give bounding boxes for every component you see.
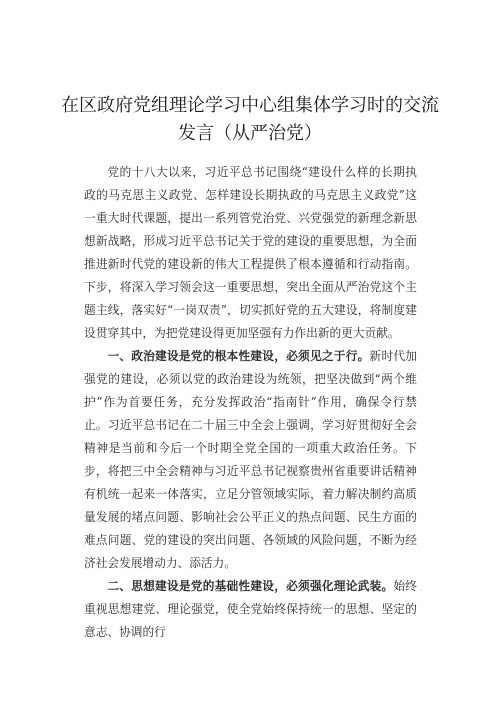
paragraph-text: 党的十八大以来，习近平总书记围绕“建设什么样的长期执政的马克思主义政党、怎样建设长期执政的马克思主义政党”这一重大时代课题，提出一系列管党治党、兴党强党的新理念新思想新战略，形成习近平总书记关于党的建设的重要思想，为全面推进新时代党的建设新的伟大工程提供了根本遵循和行动指南。下步，将深入学习领会这一重要思想，突出全面从严治党这个主题主线，落实好“一岗双责”，切实抓好党的五大建设，将制度建设贯穿其中，为把党建设得更加坚强有力作出新的更大贡献。 xyxy=(84,165,417,340)
paragraph-text: 新时代加强党的建设，必须以党的政治建设为统领，把坚决做到“两个维护”作为首要任务，充分发挥政治“指南针”作用，确保令行禁止。习近平总书记在二十届三中全会上强调，学习好贯彻好全会精神是当前和今后一个时期全党全国的一项重大政治任务。下步，将把三中全会精神与习近平总书记视察贵州省重要讲话精神有机统一起来一体落实，立足分管领域实际，着力解决制约高质量发展的堵点问题、影响社会公平正义的热点问题、民生方面的难点问题、党的建设的突出问题、各领域的风险问题，不断为经济社会发展增动力、添活力。 xyxy=(84,349,417,570)
document-title: 在区政府党组理论学习中心组集体学习时的交流发言（从严治党） xyxy=(61,95,439,144)
section-heading: 二、思想建设是党的基础性建设，必须强化理论武装。 xyxy=(107,579,394,593)
paragraph-text: 始终重视思想建党、理论强党，使全党始终保持统一的思想、坚定的意志、协调的行 xyxy=(84,579,417,639)
document-body xyxy=(84,161,417,644)
paragraph-ideological-building xyxy=(84,575,417,644)
paragraph-political-building xyxy=(84,345,417,575)
section-heading: 一、政治建设是党的根本性建设，必须见之于行。 xyxy=(107,349,370,363)
paragraph-intro xyxy=(84,161,417,345)
